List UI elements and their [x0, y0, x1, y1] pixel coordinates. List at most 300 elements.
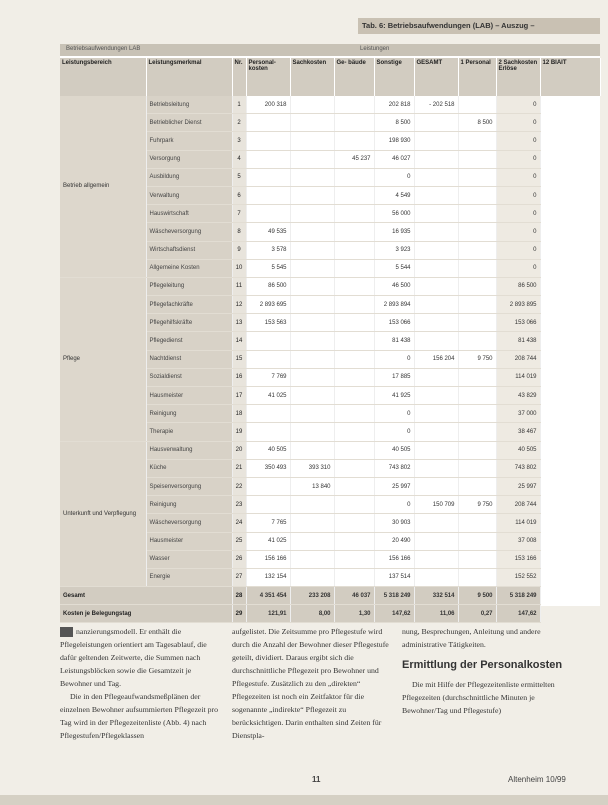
table-cell [334, 350, 374, 368]
row-label: Wasser [146, 550, 232, 568]
table-cell [334, 132, 374, 150]
table-cell [290, 314, 334, 332]
table-cell: 56 000 [374, 205, 414, 223]
table-cell [290, 96, 334, 114]
table-cell: 40 505 [496, 441, 540, 459]
row-label: Betrieblicher Dienst [146, 114, 232, 132]
table-cell [334, 550, 374, 568]
column-1 [60, 625, 220, 742]
table-cell: 393 310 [290, 459, 334, 477]
table-cell: 22 [232, 477, 246, 495]
table-cell [414, 114, 458, 132]
table-cell [334, 96, 374, 114]
table-cell [458, 259, 496, 277]
table-cell: 153 563 [246, 314, 290, 332]
table-cell [246, 205, 290, 223]
table-cell [334, 387, 374, 405]
table-cell [458, 441, 496, 459]
table-cell [334, 532, 374, 550]
total-cell: 233 208 [290, 587, 334, 605]
row-label: Hausverwaltung [146, 441, 232, 459]
table-cell: 5 [232, 168, 246, 186]
total-cell: 4 351 454 [246, 587, 290, 605]
table-cell: 0 [374, 350, 414, 368]
table-cell [334, 477, 374, 495]
table-cell [458, 368, 496, 386]
table-cell [334, 205, 374, 223]
table-cell [458, 96, 496, 114]
column-3 [402, 625, 582, 717]
table-cell [458, 550, 496, 568]
table-cell: 0 [374, 496, 414, 514]
total-cell: 9 500 [458, 587, 496, 605]
column-header: Ge- bäude [334, 58, 374, 96]
table-cell: 26 [232, 550, 246, 568]
column-header: Sonstige [374, 58, 414, 96]
table-cell: 25 [232, 532, 246, 550]
table-cell [414, 568, 458, 586]
table-cell: 6 [232, 186, 246, 204]
column-header: 2 Sachkosten Erlöse [496, 58, 540, 96]
table-cell: 49 535 [246, 223, 290, 241]
table-cell: 86 500 [496, 277, 540, 295]
table-cell: 2 893 894 [374, 296, 414, 314]
table-cell: 9 750 [458, 496, 496, 514]
table-cell [458, 514, 496, 532]
row-label: Reinigung [146, 496, 232, 514]
table-cell [458, 296, 496, 314]
paragraph-1: nanzierungsmodell. Er enthält die Pflegeleistungen orientiert am Tagesablauf, die dafür geltenden Zeitwerte, die Summen nach Leistungsblöcken sowie die Gesamtzeit je Bewohner und Tag. [60, 627, 207, 688]
total-label: Kosten je Belegungstag [60, 605, 232, 623]
table-cell: 30 903 [374, 514, 414, 532]
table-cell [334, 314, 374, 332]
row-label: Pflegedienst [146, 332, 232, 350]
table-cell [458, 132, 496, 150]
row-label: Verwaltung [146, 186, 232, 204]
page-number: 11 [312, 775, 321, 784]
table-cell: - 202 518 [414, 96, 458, 114]
table-cell: 152 552 [496, 568, 540, 586]
table-cell [458, 168, 496, 186]
table-cell: 132 154 [246, 568, 290, 586]
table-cell [334, 514, 374, 532]
table-cell [334, 423, 374, 441]
paragraph-5: Die mit Hilfe der Pflegezeitenliste ermittelten Pflegezeiten (durchschnittliche Minuten je Bewohner/Tag und Pflegestufe) [402, 680, 555, 715]
table-cell [290, 132, 334, 150]
total-cell: 5 318 249 [374, 587, 414, 605]
table-cell [290, 168, 334, 186]
column-header: 1 Personal [458, 58, 496, 96]
total-row [60, 587, 600, 605]
table-cell [290, 550, 334, 568]
row-label: Fuhrpark [146, 132, 232, 150]
banner-left: Betriebsaufwendungen LAB [66, 46, 141, 52]
table-cell [246, 132, 290, 150]
table-cell [290, 150, 334, 168]
table-cell: 350 493 [246, 459, 290, 477]
table-cell: 2 893 695 [246, 296, 290, 314]
table-cell [414, 168, 458, 186]
table-cell: 20 490 [374, 532, 414, 550]
table-cell: 153 066 [496, 314, 540, 332]
table-cell: 5 545 [246, 259, 290, 277]
table-cell: 7 [232, 205, 246, 223]
table-cell [290, 496, 334, 514]
table-cell: 114 019 [496, 368, 540, 386]
table-cell [334, 332, 374, 350]
table-cell [458, 532, 496, 550]
column-2 [232, 625, 392, 742]
table-banner [60, 44, 600, 56]
group-label: Betrieb allgemein [60, 96, 146, 277]
table-cell: 4 [232, 150, 246, 168]
row-label: Hausmeister [146, 532, 232, 550]
table-cell: 1 [232, 96, 246, 114]
table-cell [458, 387, 496, 405]
row-label: Pflegefachkräfte [146, 296, 232, 314]
table-cell: 10 [232, 259, 246, 277]
table-cell [334, 223, 374, 241]
banner-right: Leistungen [360, 46, 390, 52]
column-header: Leistungsbereich [60, 58, 146, 96]
table-cell [290, 241, 334, 259]
table-cell [290, 205, 334, 223]
table-cell: 114 019 [496, 514, 540, 532]
table-cell: 7 765 [246, 514, 290, 532]
table-cell [334, 277, 374, 295]
table-cell [246, 150, 290, 168]
table-cell: 5 544 [374, 259, 414, 277]
table-cell [334, 568, 374, 586]
row-label: Wirtschaftsdienst [146, 241, 232, 259]
table-cell: 14 [232, 332, 246, 350]
table-cell: 24 [232, 514, 246, 532]
table-cell [290, 332, 334, 350]
total-cell: 28 [232, 587, 246, 605]
table-cell: 17 [232, 387, 246, 405]
table-cell [246, 350, 290, 368]
table-cell: 0 [496, 186, 540, 204]
table-cell [458, 314, 496, 332]
column-header: GESAMT [414, 58, 458, 96]
table-cell: 81 438 [496, 332, 540, 350]
table-cell: 2 893 895 [496, 296, 540, 314]
table-cell [290, 514, 334, 532]
table-cell [246, 168, 290, 186]
table-cell: 743 802 [374, 459, 414, 477]
table-cell [414, 150, 458, 168]
table-cell [414, 405, 458, 423]
table-cell [334, 459, 374, 477]
table-cell [246, 332, 290, 350]
total-cell: 0,27 [458, 605, 496, 623]
row-label: Wäscheversorgung [146, 223, 232, 241]
table-cell: 202 818 [374, 96, 414, 114]
table-cell [290, 441, 334, 459]
table-cell: 43 829 [496, 387, 540, 405]
table-cell: 8 500 [458, 114, 496, 132]
table-cell [290, 277, 334, 295]
group-label: Unterkunft und Verpflegung [60, 441, 146, 587]
table-cell: 0 [374, 168, 414, 186]
table-cell: 153 166 [496, 550, 540, 568]
row-label: Reinigung [146, 405, 232, 423]
table-cell [334, 168, 374, 186]
table-cell [334, 186, 374, 204]
table-cell [414, 532, 458, 550]
table-cell [414, 441, 458, 459]
table-cell: 137 514 [374, 568, 414, 586]
table-cell: 743 802 [496, 459, 540, 477]
table-cell: 16 [232, 368, 246, 386]
table-cell: 13 840 [290, 477, 334, 495]
table-cell: 20 [232, 441, 246, 459]
table-cell: 2 [232, 114, 246, 132]
table-cell [458, 205, 496, 223]
row-label: Hausmeister [146, 387, 232, 405]
table-cell [334, 114, 374, 132]
bottom-stripe [0, 795, 608, 805]
table-cell [414, 296, 458, 314]
table-cell [414, 132, 458, 150]
table-cell [246, 114, 290, 132]
table-cell [458, 332, 496, 350]
table-cell [414, 277, 458, 295]
journal-issue: Altenheim 10/99 [508, 775, 566, 784]
row-label: Sozialdienst [146, 368, 232, 386]
row-label: Pflegeleitung [146, 277, 232, 295]
table-cell: 16 935 [374, 223, 414, 241]
table-cell [290, 387, 334, 405]
table-cell [246, 496, 290, 514]
table-cell [458, 241, 496, 259]
table-cell [414, 550, 458, 568]
table-cell: 41 025 [246, 387, 290, 405]
table-cell: 15 [232, 350, 246, 368]
paragraph-4: nung, Besprechungen, Anleitung und andere administrative Tätigkeiten. [402, 627, 541, 649]
table-cell [458, 150, 496, 168]
table-caption: Tab. 6: Betriebsaufwendungen (LAB) – Auszug – [358, 18, 600, 34]
table-cell: 23 [232, 496, 246, 514]
table-cell [334, 496, 374, 514]
column-header: Personal- kosten [246, 58, 290, 96]
table-cell: 156 204 [414, 350, 458, 368]
table-cell: 200 318 [246, 96, 290, 114]
table-cell: 3 [232, 132, 246, 150]
table-cell: 8 500 [374, 114, 414, 132]
table-cell: 46 500 [374, 277, 414, 295]
table-cell: 208 744 [496, 350, 540, 368]
table-row [60, 441, 600, 459]
table-cell: 45 237 [334, 150, 374, 168]
continuation-marker-icon [60, 627, 73, 637]
table-cell: 11 [232, 277, 246, 295]
table-cell [246, 477, 290, 495]
row-label: Therapie [146, 423, 232, 441]
total-cell: 11,06 [414, 605, 458, 623]
table-cell: 9 [232, 241, 246, 259]
table-cell: 25 997 [496, 477, 540, 495]
table-cell [290, 423, 334, 441]
table-cell [246, 405, 290, 423]
table-cell: 81 438 [374, 332, 414, 350]
row-label: Ausbildung [146, 168, 232, 186]
column-header: Nr. [232, 58, 246, 96]
total-cell: 5 318 249 [496, 587, 540, 605]
table-cell [290, 532, 334, 550]
table-cell [414, 241, 458, 259]
paragraph-3: aufgelistet. Die Zeitsumme pro Pflegestufe wird durch die Anzahl der Bewohner dieser Pflegestufe geteilt, dividiert. Daraus ergibt sich die durchschnittliche Pflegezeit pro Bewohner und Pflegestufe. Zusätzlich zu den „direkten“ Pflegezeiten ist noch ein Zeitfaktor für die sogenannte „indirekte“ Pflegezeit zu berücksichtigen. Darin enthalten sind Zeiten für Dienstpla- [232, 627, 389, 740]
table-cell [414, 259, 458, 277]
table-cell: 13 [232, 314, 246, 332]
table-cell [334, 368, 374, 386]
column-header: Sachkosten [290, 58, 334, 96]
table-cell: 9 750 [458, 350, 496, 368]
table-cell: 86 500 [246, 277, 290, 295]
table-cell [290, 368, 334, 386]
table-cell: 0 [496, 223, 540, 241]
table-cell: 38 467 [496, 423, 540, 441]
table-cell: 21 [232, 459, 246, 477]
total-row [60, 605, 600, 623]
table-cell: 25 997 [374, 477, 414, 495]
section-heading: Ermittlung der Personalkosten [402, 659, 563, 671]
cost-table [60, 44, 600, 617]
table-cell [290, 405, 334, 423]
table-cell: 0 [496, 114, 540, 132]
table-cell [458, 223, 496, 241]
table-cell: 7 769 [246, 368, 290, 386]
table-cell: 0 [496, 259, 540, 277]
table-cell: 153 066 [374, 314, 414, 332]
table-cell [414, 514, 458, 532]
table-cell [414, 332, 458, 350]
table-cell [334, 296, 374, 314]
table-cell: 0 [496, 168, 540, 186]
row-label: Versorgung [146, 150, 232, 168]
table-cell [414, 387, 458, 405]
table-cell [290, 223, 334, 241]
table-cell [290, 114, 334, 132]
table-cell: 8 [232, 223, 246, 241]
row-label: Allgemeine Kosten [146, 259, 232, 277]
column-header: Leistungsmerkmal [146, 58, 232, 96]
table-cell [414, 314, 458, 332]
row-label: Energie [146, 568, 232, 586]
table-cell: 41 025 [246, 532, 290, 550]
table-cell [334, 441, 374, 459]
table-cell: 0 [496, 150, 540, 168]
table-cell: 3 923 [374, 241, 414, 259]
table-cell [414, 423, 458, 441]
total-cell: 147,62 [496, 605, 540, 623]
table-cell: 208 744 [496, 496, 540, 514]
header-row [60, 58, 600, 96]
row-label: Küche [146, 459, 232, 477]
table-cell: 41 925 [374, 387, 414, 405]
table-cell: 0 [496, 205, 540, 223]
total-cell: 29 [232, 605, 246, 623]
table-cell [290, 296, 334, 314]
table-cell [334, 241, 374, 259]
total-cell: 147,62 [374, 605, 414, 623]
row-label: Pflegehilfskräfte [146, 314, 232, 332]
table-row [60, 277, 600, 295]
table-cell [458, 477, 496, 495]
total-cell: 121,91 [246, 605, 290, 623]
table-cell: 12 [232, 296, 246, 314]
table-cell [414, 205, 458, 223]
row-label: Hauswirtschaft [146, 205, 232, 223]
table-cell: 0 [496, 241, 540, 259]
table-cell [290, 350, 334, 368]
table-cell: 156 166 [374, 550, 414, 568]
table-cell [458, 459, 496, 477]
table-cell [458, 186, 496, 204]
total-cell: 8,00 [290, 605, 334, 623]
row-label: Speisenversorgung [146, 477, 232, 495]
table-cell: 37 000 [496, 405, 540, 423]
paragraph-2: Die in den Pflegeaufwandsmeßplänen der einzelnen Bewohner aufsummierten Pflegezeit pro Tag wird in der Pflegezeitenliste (Abb. 4) nach Pflegestufen/Pflegeklassen [60, 692, 219, 740]
table-cell: 19 [232, 423, 246, 441]
table-cell: 37 008 [496, 532, 540, 550]
row-label: Wäscheversorgung [146, 514, 232, 532]
table-cell [414, 223, 458, 241]
table-cell [334, 259, 374, 277]
table-cell: 156 166 [246, 550, 290, 568]
table-cell [246, 423, 290, 441]
data-table [60, 58, 601, 623]
table-cell [414, 477, 458, 495]
table-cell: 0 [496, 96, 540, 114]
table-cell: 3 578 [246, 241, 290, 259]
table-cell: 150 709 [414, 496, 458, 514]
table-cell [290, 259, 334, 277]
table-cell: 40 505 [374, 441, 414, 459]
table-cell: 4 549 [374, 186, 414, 204]
table-cell [414, 368, 458, 386]
table-cell [458, 277, 496, 295]
group-label: Pflege [60, 277, 146, 441]
total-cell: 46 037 [334, 587, 374, 605]
table-cell: 0 [374, 423, 414, 441]
table-cell [414, 186, 458, 204]
total-cell: 1,30 [334, 605, 374, 623]
table-cell: 46 027 [374, 150, 414, 168]
table-row [60, 96, 600, 114]
table-cell [246, 186, 290, 204]
row-label: Nachtdienst [146, 350, 232, 368]
total-cell: 332 514 [414, 587, 458, 605]
table-cell: 27 [232, 568, 246, 586]
table-cell [458, 423, 496, 441]
table-cell [458, 405, 496, 423]
column-header: 12 BIAIT [540, 58, 600, 96]
table-cell: 198 930 [374, 132, 414, 150]
table-cell: 17 885 [374, 368, 414, 386]
table-cell: 0 [496, 132, 540, 150]
total-label: Gesamt [60, 587, 232, 605]
table-cell: 40 505 [246, 441, 290, 459]
table-cell [458, 568, 496, 586]
table-cell [290, 568, 334, 586]
table-cell: 0 [374, 405, 414, 423]
table-cell [290, 186, 334, 204]
table-cell [334, 405, 374, 423]
row-label: Betriebsleitung [146, 96, 232, 114]
table-cell [414, 459, 458, 477]
table-cell: 18 [232, 405, 246, 423]
